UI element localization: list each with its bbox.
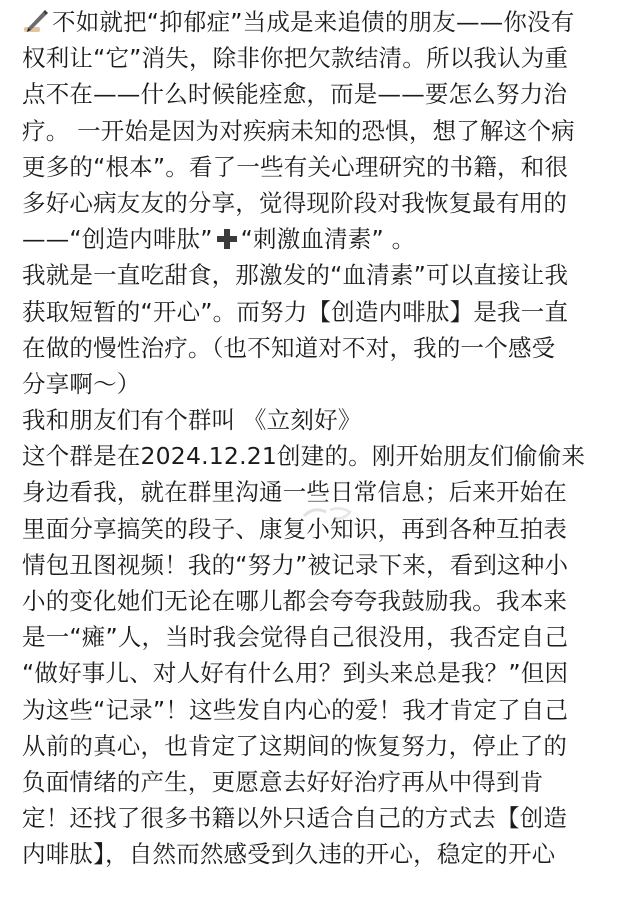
post-line-16: 情包丑图视频！我的“努力”被记录下来，看到这种小: [22, 550, 569, 579]
post-line-22: 负面情绪的产生，更愿意去好好治疗再从中得到肯: [22, 767, 544, 796]
post-line-3: 点不在——什么时候能痊愈，而是——要怎么努力治: [22, 80, 568, 109]
post-line-24: 内啡肽】，自然而然感受到久违的开心，稳定的开心: [22, 840, 556, 869]
post-line-17: 小的变化她们无论在哪儿都会夸夸我鼓励我。我本来: [22, 587, 568, 615]
post-body: [22, 4, 622, 873]
post-line-15: 里面分享搞笑的段子、康复小知识，再到各种互拍表: [22, 514, 568, 543]
post-line-19: “做好事儿、对人好有什么用？到头来总是我？”但因: [22, 659, 569, 688]
post-line-14: 身边看我，就在群里沟通一些日常信息；后来开始在: [22, 478, 568, 507]
writing-hand-icon: [22, 8, 48, 34]
post-line-10: 在做的慢性治疗。（也不知道对不对，我的一个感受: [22, 333, 556, 362]
post-line-18: 是一“瘫”人，当时我会觉得自己很没用，我否定自己: [22, 623, 569, 652]
post-line-21: 从前的真心，也肯定了这期间的恢复努力，停止了的: [22, 731, 568, 760]
post-line-text: “刺激血清素” 。: [240, 225, 416, 254]
post-line-7: [22, 221, 622, 257]
post-line-text: ——“创造内啡肽”: [22, 225, 213, 254]
post-line-5: 更多的“根本”。看了一些有关心理研究的书籍，和很: [22, 152, 569, 181]
post-line-20: 为这些“记录”！这些发自内心的爱！我才肯定了自己: [22, 695, 569, 724]
post-line-12: 我和朋友们有个群叫 《立刻好》: [22, 406, 362, 435]
post-line-13: 这个群是在2024.12.21创建的。刚开始朋友们偷偷来: [22, 442, 586, 471]
post-line-11: 分享啊～）: [22, 369, 141, 398]
post-line-2: 权利让“它”消失，除非你把欠款结清。所以我认为重: [22, 44, 569, 73]
post-line-23: 定！还找了很多书籍以外只适合自己的方式去【创造: [22, 804, 568, 833]
post-line-text: 不如就把“抑郁症”当成是来追债的朋友——你没有: [52, 8, 575, 36]
post-line-9: 获取短暂的“开心”。而努力【创造内啡肽】是我一直: [22, 297, 569, 326]
post-line-6: 多好心病友友的分享，觉得现阶段对我恢复最有用的: [22, 188, 568, 217]
post-line-8: 我就是一直吃甜食，那激发的“血清素”可以直接让我: [22, 261, 569, 290]
heavy-plus-icon: [216, 228, 238, 250]
post-line-1: [22, 4, 622, 40]
post-line-4: 疗。 一开始是因为对疾病未知的恐惧，想了解这个病: [22, 116, 575, 145]
